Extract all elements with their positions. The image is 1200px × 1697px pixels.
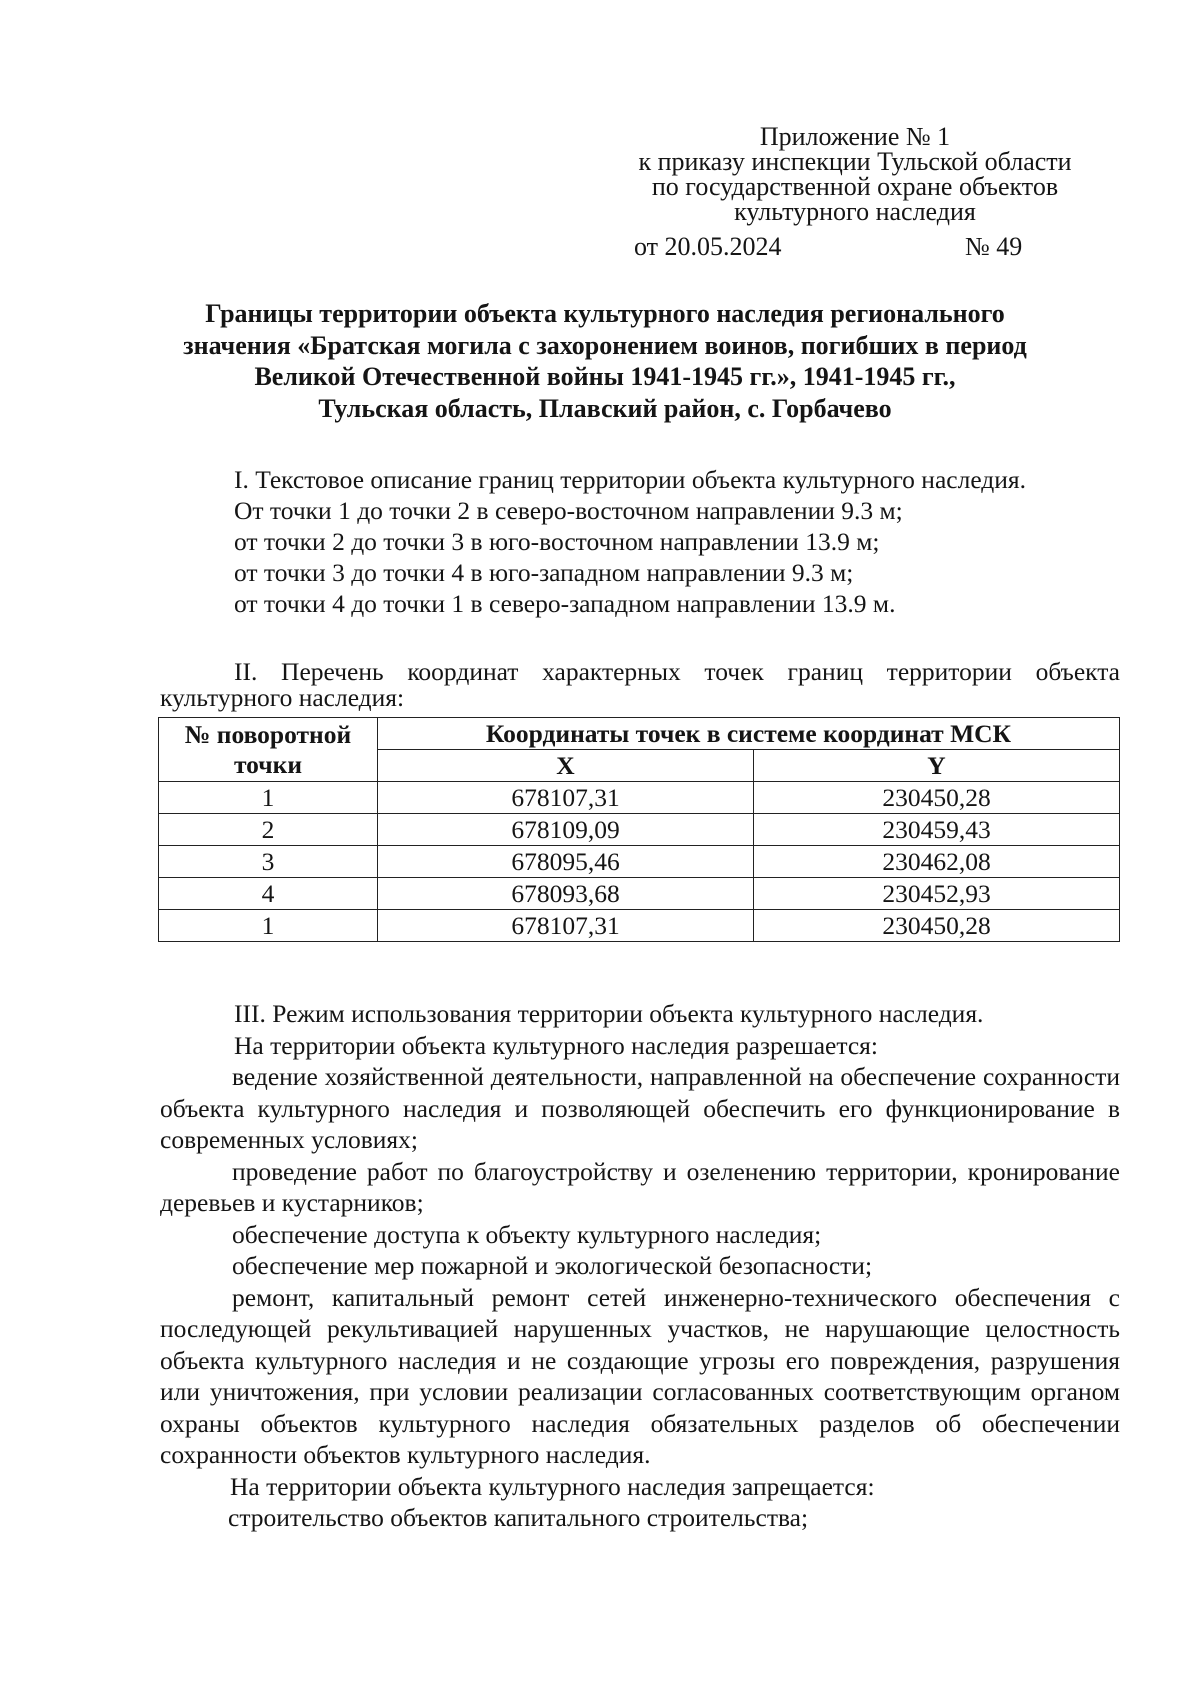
table-row (159, 814, 1120, 846)
section-coordinates-heading (160, 659, 1120, 711)
cell-point: 4 (159, 878, 378, 910)
cell-x: 678109,09 (378, 814, 754, 846)
header-y: Y (754, 750, 1120, 782)
section2-heading-line-1: II. Перечень координат характерных точек границ территории объекта (234, 657, 1120, 686)
table-header-row (159, 718, 1120, 750)
section1-heading: I. Текстовое описание границ территории объекта культурного наследия. (234, 465, 1027, 494)
section3-heading: III. Режим использования территории объекта культурного наследия. (234, 999, 984, 1028)
table-row (159, 878, 1120, 910)
forbidden-intro: На территории объекта культурного наследия запрещается: (230, 1471, 875, 1501)
header-x: X (378, 750, 754, 782)
section-usage-regime (160, 998, 1120, 1534)
section-boundary-description (234, 464, 1134, 619)
cell-y: 230450,28 (754, 910, 1120, 942)
title-line-2: значения «Братская могила с захоронением воинов, погибших в период (183, 330, 1027, 360)
cell-x: 678093,68 (378, 878, 754, 910)
coordinates-table (158, 717, 1120, 942)
annex-line-1: Приложение № 1 (759, 122, 951, 151)
annex-date-row (590, 234, 1120, 262)
allowed-intro: На территории объекта культурного наследия разрешается: (234, 1030, 878, 1060)
section2-heading-line-2: культурного наследия: (160, 683, 405, 712)
forbidden-item: строительство объектов капитального строительства; (228, 1503, 809, 1532)
annex-header (590, 124, 1120, 262)
annex-line-4: культурного наследия (734, 197, 976, 226)
cell-y: 230450,28 (754, 782, 1120, 814)
title-line-4: Тульская область, Плавский район, с. Горбачево (318, 393, 892, 423)
header-coordinates: Координаты точек в системе координат МСК (378, 718, 1120, 750)
cell-point: 1 (159, 782, 378, 814)
cell-y: 230459,43 (754, 814, 1120, 846)
boundary-line: От точки 1 до точки 2 в северо-восточном направлении 9.3 м; (234, 496, 903, 525)
cell-y: 230462,08 (754, 846, 1120, 878)
allowed-item: ведение хозяйственной деятельности, направленной на обеспечение сохранности объекта культурного наследия и позволяющей обеспечить его функционирование в современных условиях; (160, 1062, 1120, 1154)
table-row (159, 910, 1120, 942)
annex-line-3: по государственной охране объектов (651, 172, 1059, 201)
title-line-1: Границы территории объекта культурного наследия регионального (205, 299, 1005, 328)
title-line-3: Великой Отечественной войны 1941-1945 гг.», 1941-1945 гг., (254, 362, 956, 391)
order-date: от 20.05.2024 (634, 232, 782, 261)
cell-point: 3 (159, 846, 378, 878)
allowed-item: проведение работ по благоустройству и озеленению территории, кронирование деревьев и кустарников; (160, 1156, 1120, 1217)
document-title (150, 298, 1060, 424)
cell-x: 678107,31 (378, 910, 754, 942)
boundary-line: от точки 3 до точки 4 в юго-западном направлении 9.3 м; (234, 558, 854, 587)
cell-point: 1 (159, 910, 378, 942)
annex-line-2: к приказу инспекции Тульской области (638, 147, 1072, 176)
boundary-line: от точки 4 до точки 1 в северо-западном направлении 13.9 м. (234, 589, 896, 618)
table-row (159, 782, 1120, 814)
allowed-item: ремонт, капитальный ремонт сетей инженерно-технического обеспечения с последующей рекультивацией нарушенных участков, не нарушающие целостность объекта культурного наследия и не создающие угрозы его повреждения, разрушения или уничтожения, при условии реализации согласованных соответствующим органом охраны объектов культурного наследия обязательных разделов об обеспечении сохранности объектов культурного наследия. (160, 1282, 1120, 1469)
order-number: № 49 (965, 232, 1023, 261)
allowed-item: обеспечение доступа к объекту культурного наследия; (232, 1219, 822, 1249)
cell-x: 678107,31 (378, 782, 754, 814)
header-point-line-2: точки (233, 749, 303, 779)
header-point-line-1: № поворотной (184, 719, 352, 749)
cell-x: 678095,46 (378, 846, 754, 878)
table-row (159, 846, 1120, 878)
boundary-line: от точки 2 до точки 3 в юго-восточном направлении 13.9 м; (234, 527, 880, 556)
header-point-number (159, 718, 378, 782)
cell-y: 230452,93 (754, 878, 1120, 910)
allowed-item: обеспечение мер пожарной и экологической безопасности; (232, 1251, 873, 1280)
cell-point: 2 (159, 814, 378, 846)
